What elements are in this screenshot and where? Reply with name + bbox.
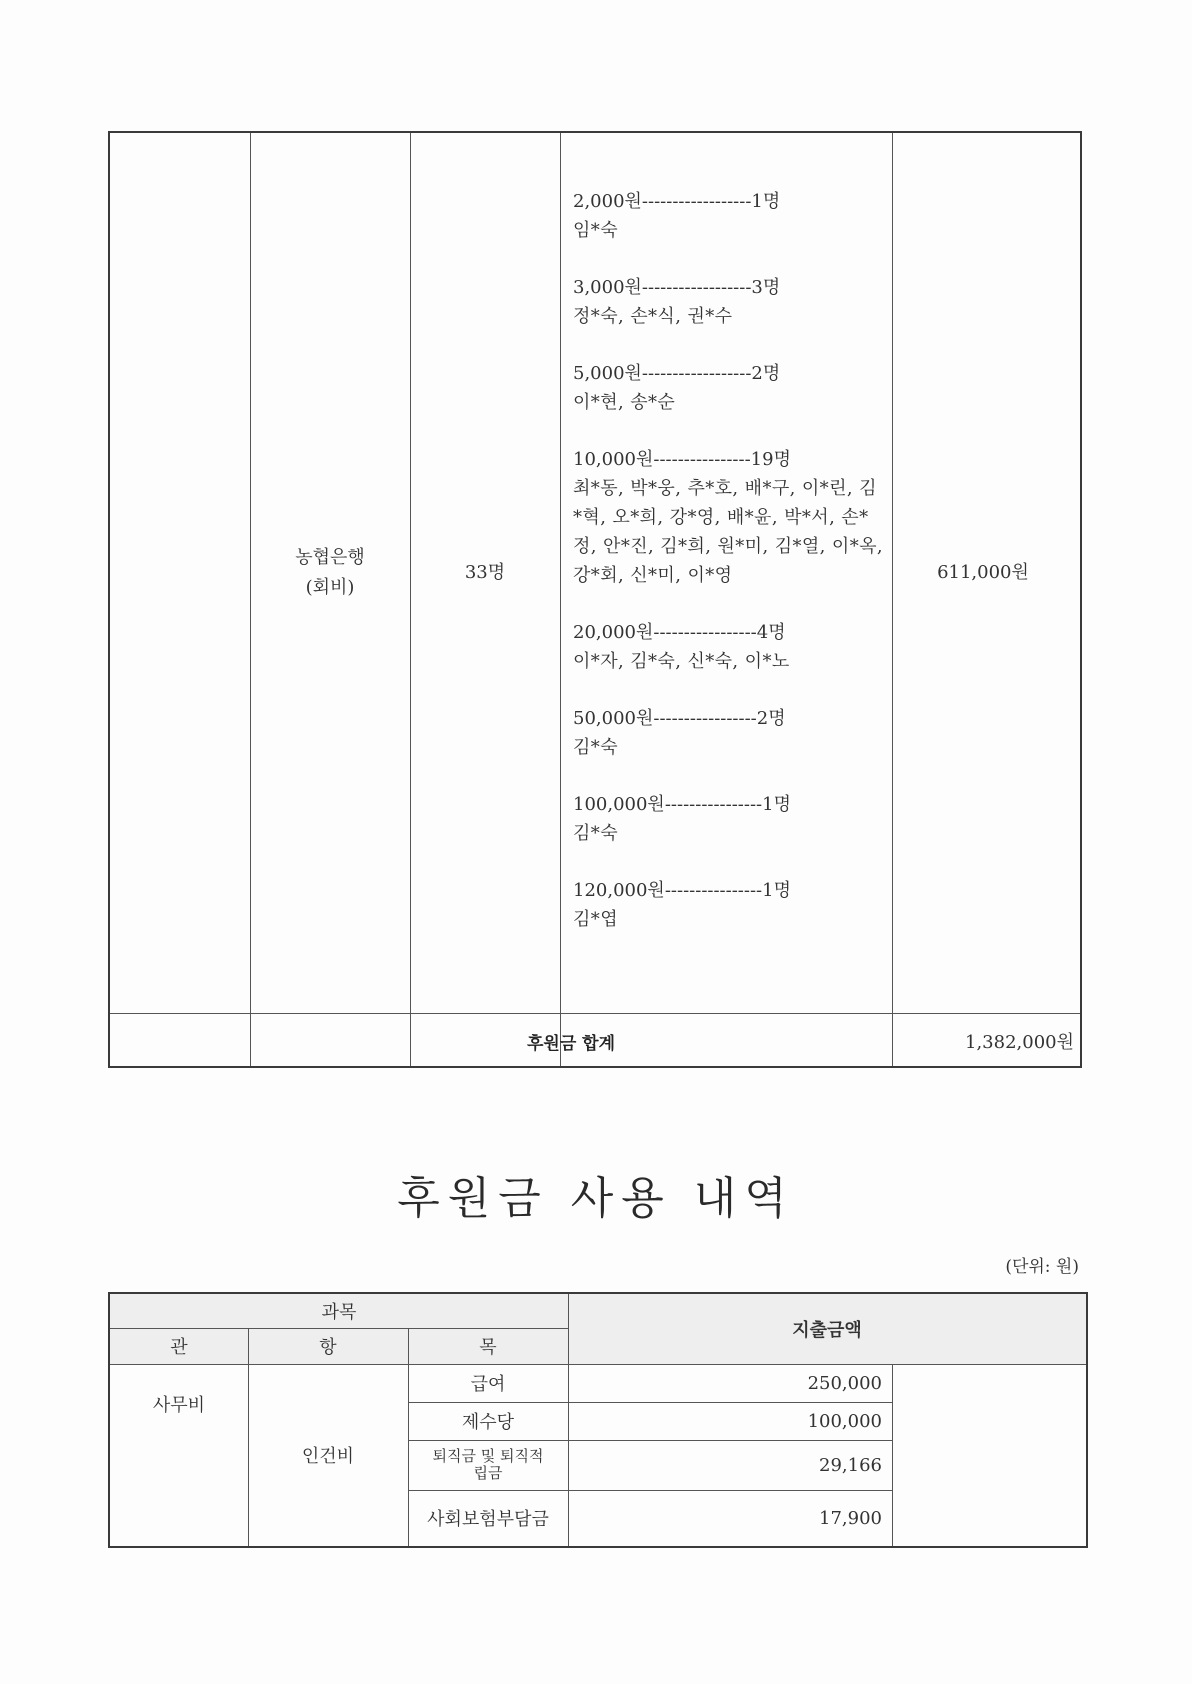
donor-group-amount: 5,000원------------------2명 [573, 363, 781, 384]
header-subject: 과목 [321, 1302, 357, 1323]
donor-group [573, 359, 883, 417]
donor-group-amount: 100,000원----------------1명 [573, 794, 791, 815]
donor-group [573, 618, 883, 676]
donation-table [108, 131, 1082, 1068]
donor-group-amount: 10,000원----------------19명 [573, 449, 791, 470]
hang-value: 인건비 [301, 1446, 355, 1467]
gwan-value: 사무비 [152, 1395, 206, 1416]
bank-name: 농협은행 [295, 547, 365, 568]
bank-note: (회비) [305, 577, 355, 598]
header-hang: 항 [319, 1337, 337, 1358]
donor-group-amount: 50,000원-----------------2명 [573, 708, 786, 729]
donor-group-amount: 2,000원------------------1명 [573, 191, 781, 212]
amount-cell: 29,166 [819, 1454, 882, 1476]
mok-cell: 급여 [470, 1374, 506, 1395]
donor-group-names: 임*숙 [573, 220, 618, 241]
donor-group [573, 876, 883, 934]
mok-cell: 제수당 [461, 1412, 515, 1433]
donation-amount: 611,000원 [937, 562, 1029, 583]
donor-group [573, 273, 883, 331]
donor-count: 33명 [464, 562, 506, 583]
amount-cell: 17,900 [819, 1507, 882, 1529]
mok-cell: 사회보험부담금 [427, 1509, 549, 1530]
col-divider [892, 1364, 893, 1546]
usage-table [108, 1292, 1088, 1548]
donor-group-names: 최*동, 박*웅, 추*호, 배*구, 이*린, 김*혁, 오*희, 강*영, 배*윤, 박*서, 손*정, 안*진, 김*희, 원*미, 김*열, 이*옥, 강*회, 신*미, 이*영 [573, 478, 884, 586]
header-expense: 지출금액 [792, 1320, 862, 1341]
total-label: 후원금 합계 [526, 1033, 616, 1054]
bank-cell [250, 133, 410, 1013]
donor-group [573, 704, 883, 762]
donor-group [573, 790, 883, 848]
mok-cell: 퇴직금 및 퇴직적립금 [432, 1447, 544, 1482]
unit-note: (단위: 원) [1005, 1257, 1079, 1277]
usage-title: 후원금 사용 내역 [397, 1173, 795, 1224]
donor-group-names: 정*숙, 손*식, 권*수 [573, 306, 733, 327]
donor-group-names: 이*현, 송*순 [573, 392, 676, 413]
col-divider [560, 133, 561, 1066]
donor-group [573, 445, 883, 590]
donor-group [573, 187, 883, 245]
header-mok: 목 [479, 1337, 497, 1358]
donor-group-names: 김*숙 [573, 823, 618, 844]
amount-cell: 250,000 [807, 1372, 882, 1394]
donor-group-amount: 20,000원-----------------4명 [573, 622, 786, 643]
donor-group-amount: 120,000원----------------1명 [573, 880, 791, 901]
header-gwan: 관 [170, 1337, 188, 1358]
donor-group-names: 김*엽 [573, 909, 618, 930]
total-value: 1,382,000원 [965, 1032, 1074, 1053]
donor-group-amount: 3,000원------------------3명 [573, 277, 781, 298]
amount-cell: 100,000 [807, 1410, 882, 1432]
donor-group-names: 이*자, 김*숙, 신*숙, 이*노 [573, 651, 790, 672]
donor-list [573, 187, 883, 962]
donor-group-names: 김*숙 [573, 737, 618, 758]
